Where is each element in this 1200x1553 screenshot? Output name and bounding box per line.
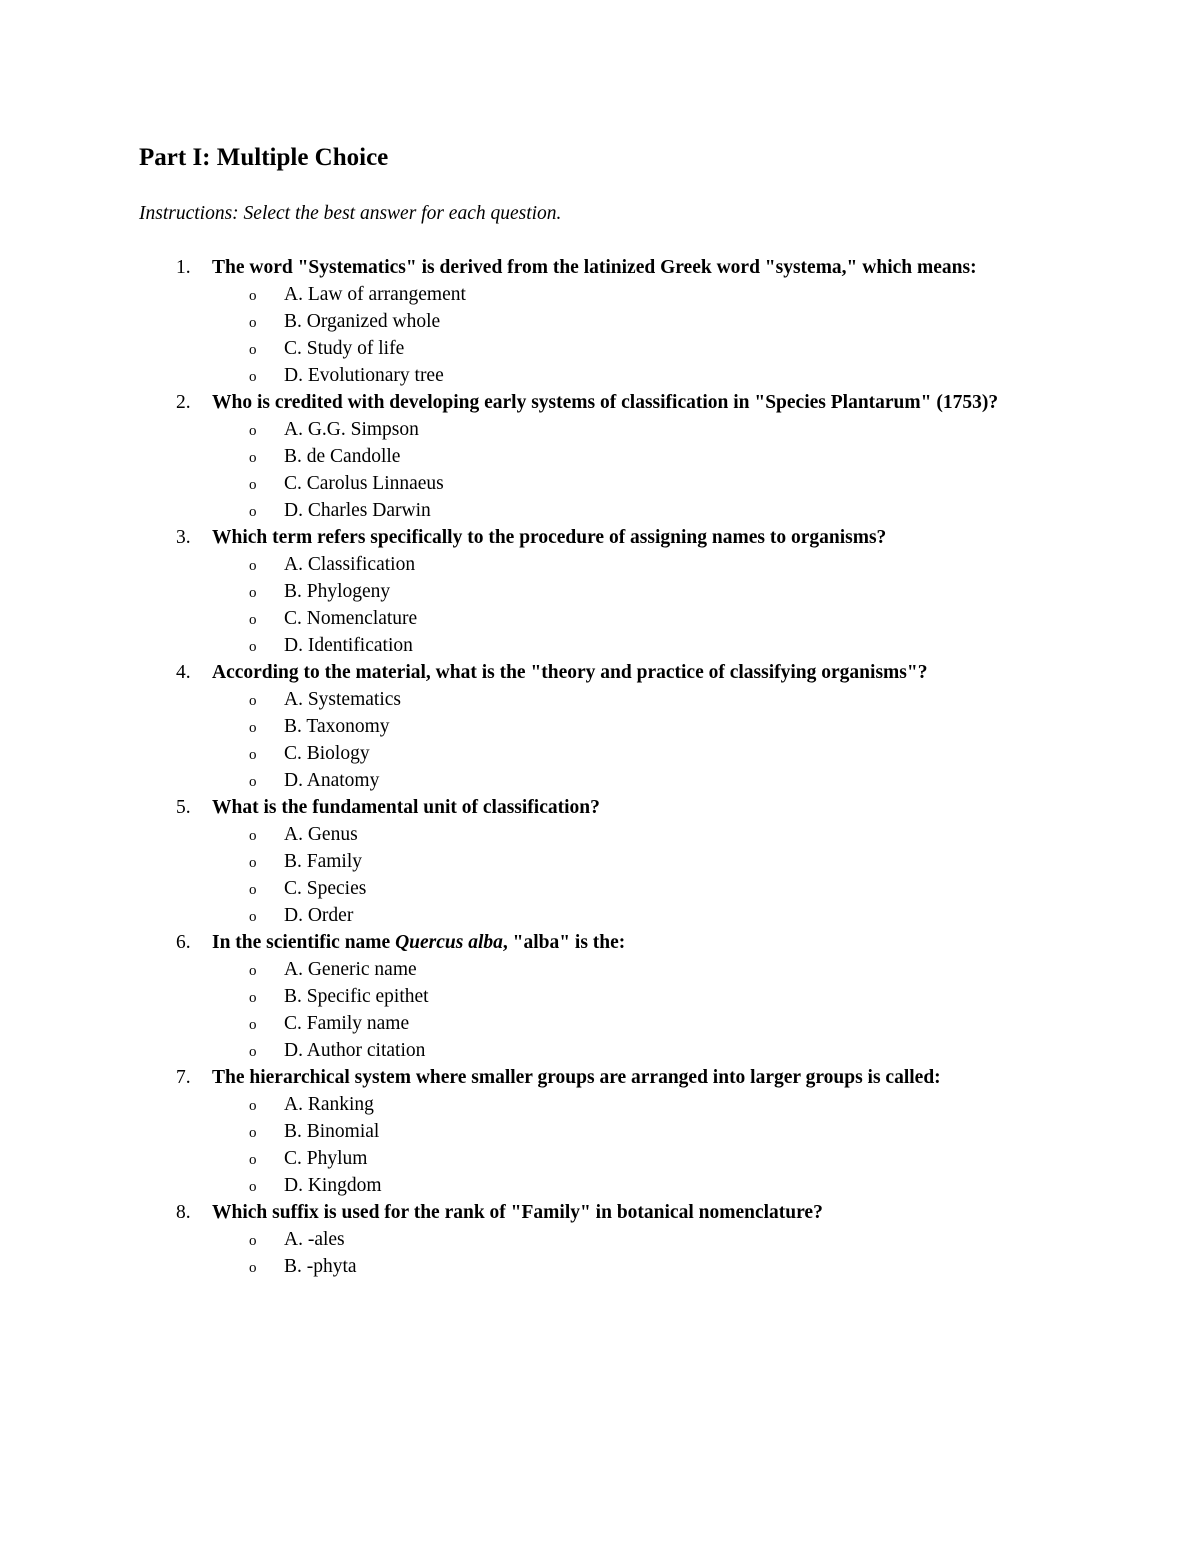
option-item <box>0 713 1200 740</box>
option-text: B. Taxonomy <box>284 716 390 737</box>
option-text: D. Anatomy <box>284 770 380 791</box>
instructions-text: Instructions: Select the best answer for each question. <box>139 203 562 224</box>
option-text: B. Family <box>284 851 363 872</box>
option-text: A. Generic name <box>284 959 417 980</box>
question-list <box>0 254 1200 1280</box>
option-text: A. Classification <box>284 554 416 575</box>
question-number: 8. <box>176 1202 191 1223</box>
option-text: A. -ales <box>284 1229 345 1250</box>
option-list <box>0 416 1200 524</box>
question-item <box>0 929 1200 1064</box>
option-item <box>0 551 1200 578</box>
question-item <box>0 794 1200 929</box>
option-list <box>0 281 1200 389</box>
question-number: 2. <box>176 392 191 413</box>
bullet-icon: o <box>249 1044 257 1060</box>
option-text: D. Kingdom <box>284 1175 382 1196</box>
bullet-icon: o <box>249 612 257 628</box>
question-item <box>0 659 1200 794</box>
bullet-icon: o <box>249 747 257 763</box>
option-item <box>0 686 1200 713</box>
question-number: 3. <box>176 527 191 548</box>
option-text: C. Species <box>284 878 367 899</box>
bullet-icon: o <box>249 558 257 574</box>
question-number: 1. <box>176 257 191 278</box>
option-text: A. Law of arrangement <box>284 284 466 305</box>
option-item <box>0 308 1200 335</box>
option-item <box>0 1253 1200 1280</box>
option-item <box>0 1091 1200 1118</box>
section-heading: Part I: Multiple Choice <box>139 144 389 171</box>
option-item <box>0 875 1200 902</box>
question-text: What is the fundamental unit of classification? <box>212 797 600 818</box>
option-list <box>0 1226 1200 1280</box>
option-text: D. Evolutionary tree <box>284 365 444 386</box>
bullet-icon: o <box>249 423 257 439</box>
bullet-icon: o <box>249 828 257 844</box>
option-item <box>0 767 1200 794</box>
option-item <box>0 1145 1200 1172</box>
option-text: D. Order <box>284 905 354 926</box>
question-item <box>0 524 1200 659</box>
bullet-icon: o <box>249 315 257 331</box>
option-item <box>0 443 1200 470</box>
option-item <box>0 335 1200 362</box>
option-text: C. Carolus Linnaeus <box>284 473 444 494</box>
option-item <box>0 1226 1200 1253</box>
bullet-icon: o <box>249 855 257 871</box>
option-item <box>0 956 1200 983</box>
option-item <box>0 1037 1200 1064</box>
option-item <box>0 416 1200 443</box>
question-text <box>212 929 1072 956</box>
option-item <box>0 821 1200 848</box>
option-text: A. Ranking <box>284 1094 374 1115</box>
option-text: C. Family name <box>284 1013 410 1034</box>
bullet-icon: o <box>249 1098 257 1114</box>
option-item <box>0 632 1200 659</box>
bullet-icon: o <box>249 1233 257 1249</box>
option-item <box>0 497 1200 524</box>
bullet-icon: o <box>249 720 257 736</box>
bullet-icon: o <box>249 1152 257 1168</box>
option-item <box>0 578 1200 605</box>
question-number: 5. <box>176 797 191 818</box>
bullet-icon: o <box>249 1017 257 1033</box>
bullet-icon: o <box>249 288 257 304</box>
option-item <box>0 902 1200 929</box>
question-number: 4. <box>176 662 191 683</box>
bullet-icon: o <box>249 882 257 898</box>
question-text-start: In the scientific name <box>212 932 396 953</box>
option-text: D. Identification <box>284 635 413 656</box>
scientific-name: Quercus alba <box>395 932 503 953</box>
question-item <box>0 1199 1200 1280</box>
question-text: Which suffix is used for the rank of "Family" in botanical nomenclature? <box>212 1202 823 1223</box>
question-text: According to the material, what is the "theory and practice of classifying organisms"? <box>212 662 928 683</box>
option-text: A. Systematics <box>284 689 401 710</box>
option-text: B. Phylogeny <box>284 581 391 602</box>
bullet-icon: o <box>249 990 257 1006</box>
option-item <box>0 605 1200 632</box>
option-text: B. Specific epithet <box>284 986 429 1007</box>
question-text: The word "Systematics" is derived from the latinized Greek word "systema," which means: <box>212 257 977 278</box>
option-item <box>0 1010 1200 1037</box>
question-item <box>0 389 1200 524</box>
bullet-icon: o <box>249 1125 257 1141</box>
question-text: The hierarchical system where smaller groups are arranged into larger groups is called: <box>212 1067 941 1088</box>
question-item <box>0 254 1200 389</box>
bullet-icon: o <box>249 909 257 925</box>
question-text: Which term refers specifically to the procedure of assigning names to organisms? <box>212 527 887 548</box>
option-item <box>0 281 1200 308</box>
option-list <box>0 956 1200 1064</box>
option-text: A. Genus <box>284 824 358 845</box>
bullet-icon: o <box>249 477 257 493</box>
bullet-icon: o <box>249 1260 257 1276</box>
option-item <box>0 983 1200 1010</box>
option-text: C. Phylum <box>284 1148 368 1169</box>
bullet-icon: o <box>249 450 257 466</box>
option-text: D. Author citation <box>284 1040 426 1061</box>
bullet-icon: o <box>249 369 257 385</box>
question-text-end: , "alba" is the: <box>502 932 626 953</box>
question-text: Who is credited with developing early systems of classification in "Species Plantarum" (1753)? <box>212 392 999 413</box>
bullet-icon: o <box>249 639 257 655</box>
option-text: A. G.G. Simpson <box>284 419 419 440</box>
option-item <box>0 362 1200 389</box>
option-list <box>0 551 1200 659</box>
option-text: C. Nomenclature <box>284 608 418 629</box>
option-item <box>0 740 1200 767</box>
option-item <box>0 470 1200 497</box>
option-item <box>0 1172 1200 1199</box>
bullet-icon: o <box>249 693 257 709</box>
bullet-icon: o <box>249 504 257 520</box>
option-text: B. Binomial <box>284 1121 380 1142</box>
option-item <box>0 1118 1200 1145</box>
option-text: B. Organized whole <box>284 311 441 332</box>
bullet-icon: o <box>249 1179 257 1195</box>
question-number: 7. <box>176 1067 191 1088</box>
option-text: C. Biology <box>284 743 370 764</box>
bullet-icon: o <box>249 963 257 979</box>
option-list <box>0 686 1200 794</box>
option-item <box>0 848 1200 875</box>
option-text: C. Study of life <box>284 338 405 359</box>
option-text: B. -phyta <box>284 1256 357 1277</box>
question-item <box>0 1064 1200 1199</box>
option-list <box>0 1091 1200 1199</box>
bullet-icon: o <box>249 342 257 358</box>
option-list <box>0 821 1200 929</box>
option-text: D. Charles Darwin <box>284 500 431 521</box>
question-number: 6. <box>176 932 191 953</box>
bullet-icon: o <box>249 774 257 790</box>
bullet-icon: o <box>249 585 257 601</box>
option-text: B. de Candolle <box>284 446 401 467</box>
